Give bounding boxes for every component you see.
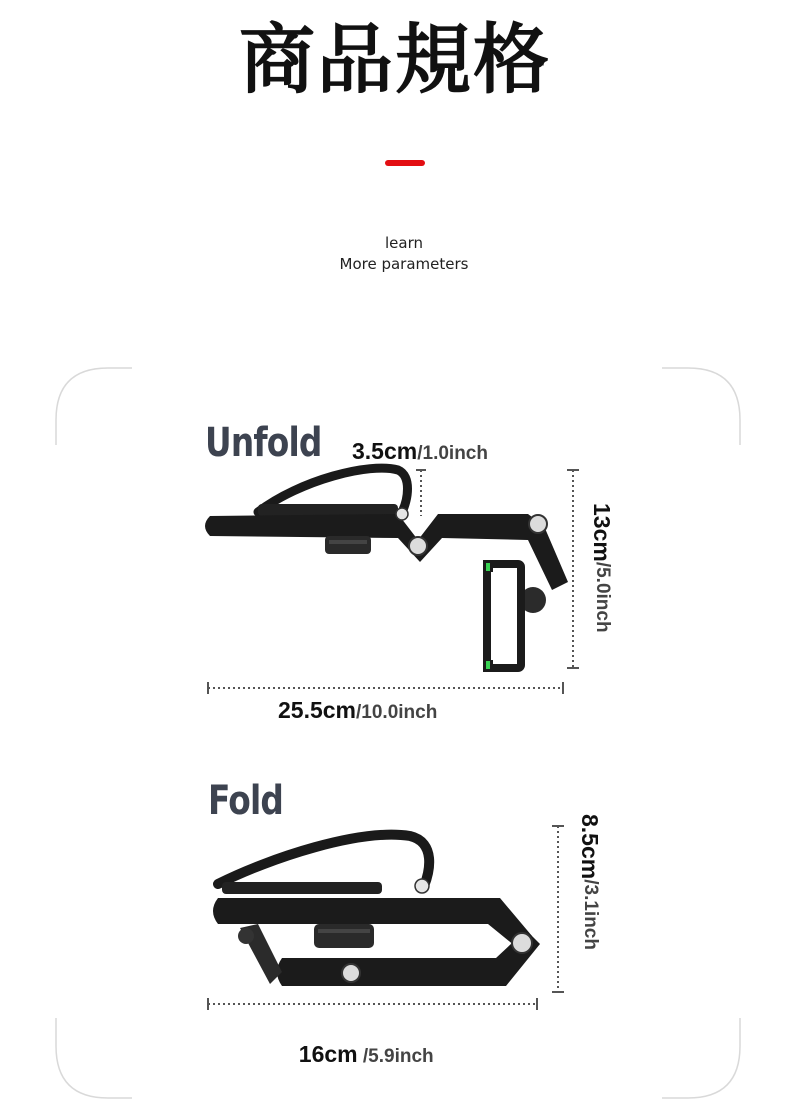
fold-mount-knob [314, 924, 374, 948]
unfold-width-inch: /10.0inch [356, 702, 438, 723]
unfold-depth-inch: /1.0inch [417, 443, 488, 464]
unfold-width-cm: 25.5cm [278, 697, 357, 723]
fold-clip-base [222, 882, 382, 894]
fold-width-dimension [286, 1014, 434, 1068]
unfold-depth-cm: 3.5cm [352, 438, 418, 464]
fold-height-inch: /3.1inch [580, 879, 601, 950]
subtitle-line-2: More parameters [339, 255, 469, 273]
subtitle-line-1: learn [385, 234, 423, 252]
fold-height-dimension [576, 814, 603, 950]
page-title: 商品規格 [239, 15, 551, 104]
unfold-label: Unfold [205, 420, 322, 466]
unfold-height-cm: 13cm [589, 503, 615, 562]
fold-label: Fold [208, 778, 284, 824]
fold-width-cm: 16cm [298, 1041, 358, 1067]
fold-height-cm: 8.5cm [577, 814, 603, 880]
unfold-height-inch: /5.0inch [592, 561, 613, 633]
fold-visor-clip [218, 835, 429, 886]
fold-joint-pin [342, 964, 360, 982]
fold-joint-pin [512, 933, 532, 953]
fold-width-inch: /5.9inch [357, 1046, 434, 1067]
fold-joint-pin [415, 879, 429, 893]
